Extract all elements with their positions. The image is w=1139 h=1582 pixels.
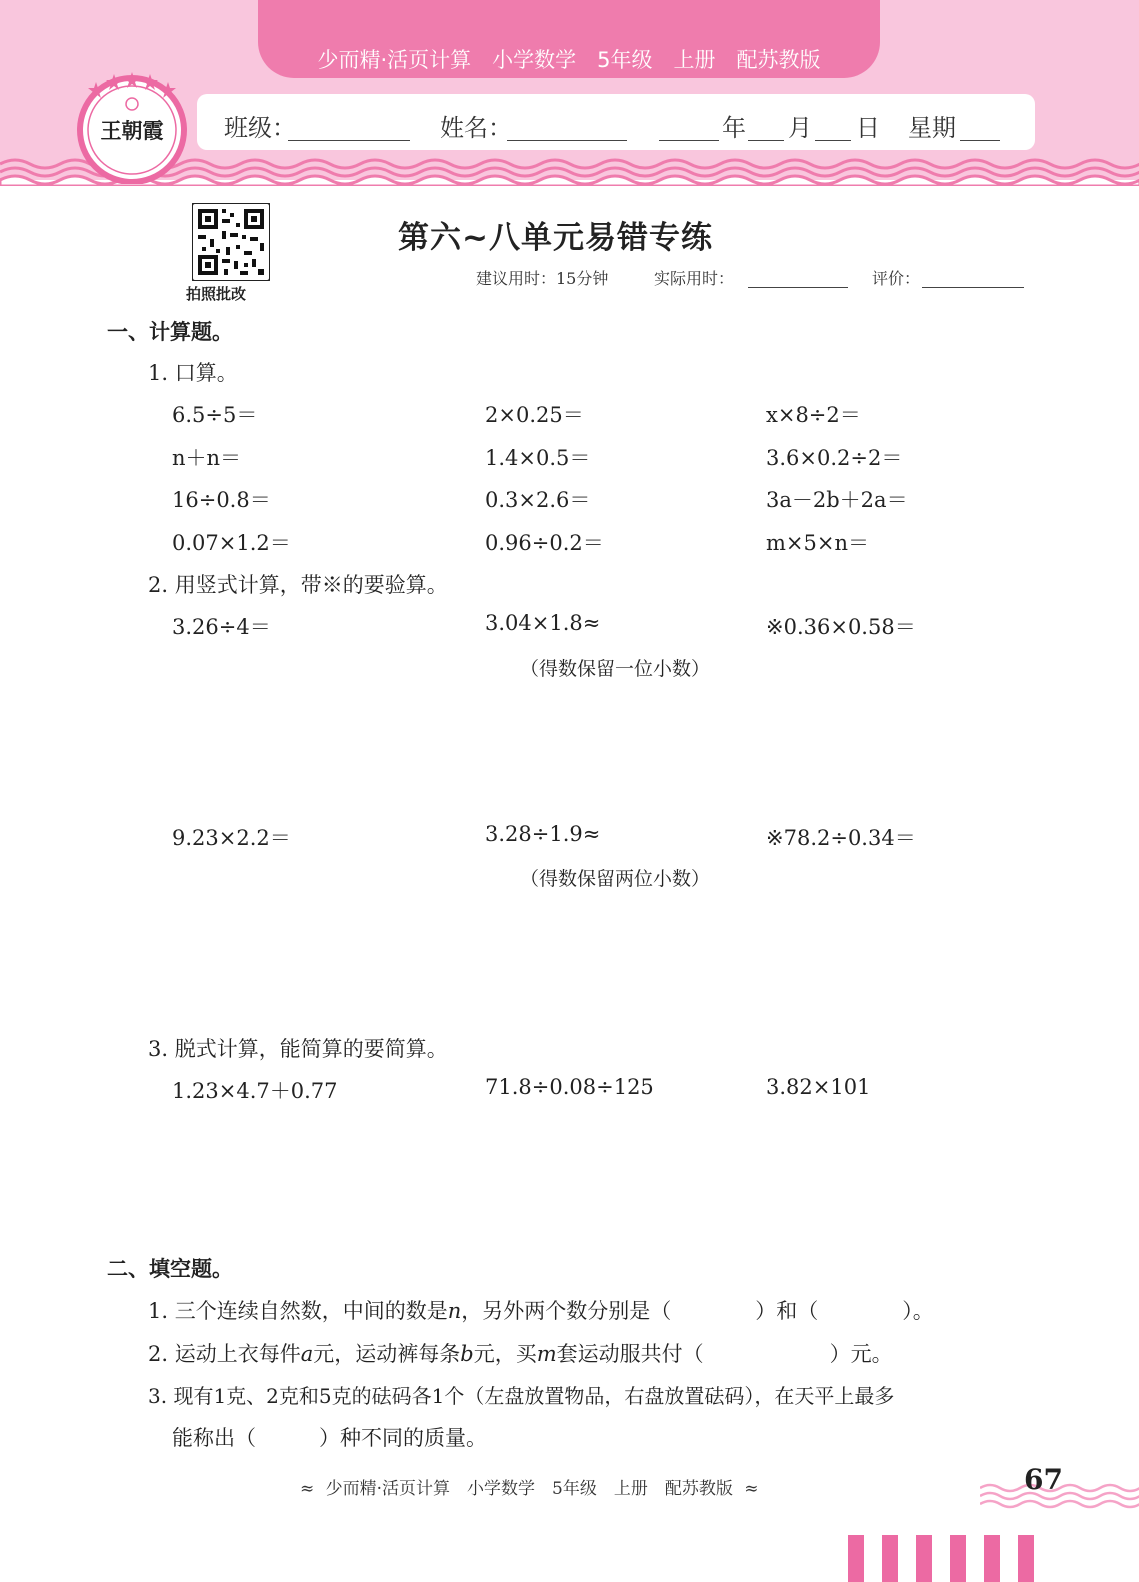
work-area[interactable] [160,900,1060,1020]
month-label: 月 [788,114,812,142]
footer-text: ≈ 少而精·活页计算 小学数学 5年级 上册 配苏教版 ≈ [300,1479,759,1499]
problem: n＋n＝ [172,446,242,470]
fill-question-3: 3. 现有1克、2克和5克的砝码各1个（左盘放置物品，右盘放置砝码），在天平上最多 [148,1384,895,1408]
rounding-hint: （得数保留两位小数） [520,868,711,890]
section-heading-fill-blank: 二、填空题。 [107,1257,233,1281]
problem: x×8÷2＝ [766,403,861,427]
name-field[interactable] [507,110,627,141]
evaluation-field[interactable] [922,268,1024,288]
problem: 2×0.25＝ [485,403,584,427]
day-label: 日 [856,114,880,142]
class-label: 班级： [224,114,296,142]
edge-stripe [916,1535,932,1582]
variable: m [536,1342,557,1366]
qr-label: 拍照批改 [186,285,247,303]
variable: a [300,1342,314,1366]
rounding-hint: （得数保留一位小数） [520,658,711,680]
year-label: 年 [722,114,746,142]
book-title: 少而精·活页计算 小学数学 5年级 上册 配苏教版 [317,48,821,72]
problem: 0.96÷0.2＝ [485,531,604,555]
problem: 1.23×4.7＋0.77 [172,1079,338,1103]
work-area[interactable] [160,690,1060,810]
problem: ※78.2÷0.34＝ [766,826,916,850]
question-label: 3. 脱式计算，能简算的要简算。 [148,1037,448,1061]
variable: b [460,1342,474,1366]
problem: 6.5÷5＝ [172,403,258,427]
problem: 3.04×1.8≈ [485,611,601,635]
class-field[interactable] [288,110,410,141]
qr-code-icon[interactable] [192,203,270,281]
problem: 0.07×1.2＝ [172,531,291,555]
edge-stripe [882,1535,898,1582]
problem: 3.26÷4＝ [172,615,271,639]
actual-time-field[interactable] [748,268,848,288]
variable: n [447,1299,462,1323]
work-area[interactable] [160,1110,1060,1240]
problem: 3a－2b＋2a＝ [766,488,908,512]
brand-name: 王朝霞 [100,118,164,143]
weekday-label: 星期 [908,114,956,142]
problem: ※0.36×0.58＝ [766,615,916,639]
section-heading-calculation: 一、计算题。 [107,320,233,344]
question-text: 2. 运动上衣每件 [148,1342,301,1366]
fill-question-3-line2: 能称出（ ）种不同的质量。 [172,1426,487,1450]
question-text: 1. 三个连续自然数，中间的数是 [148,1299,448,1323]
edge-stripe [984,1535,1000,1582]
page-title: 第六~八单元易错专练 [398,220,713,256]
edge-stripe [848,1535,864,1582]
actual-time-label: 实际用时： [654,269,735,288]
question-label: 1. 口算。 [148,361,238,385]
page-number: 67 [1024,1463,1063,1496]
brand-logo [76,72,188,184]
question-text: ，另外两个数分别是（ ）和（ ）。 [461,1299,934,1323]
suggested-time: 建议用时：15分钟 [476,269,609,288]
evaluation-label: 评价： [872,269,921,288]
problem: 0.3×2.6＝ [485,488,591,512]
problem: 3.6×0.2÷2＝ [766,446,903,470]
question-text: 套运动服共付（ ）元。 [556,1342,893,1366]
problem: 1.4×0.5＝ [485,446,591,470]
problem: 3.28÷1.9≈ [485,822,601,846]
problem: 3.82×101 [766,1075,871,1099]
problem: 71.8÷0.08÷125 [485,1075,654,1099]
question-text: 元，运动裤每条 [313,1342,461,1366]
edge-stripe [950,1535,966,1582]
fill-question-1 [148,1295,934,1325]
edge-stripe [1018,1535,1034,1582]
month-field[interactable] [748,110,784,141]
year-field[interactable] [659,110,719,141]
weekday-field[interactable] [960,110,1000,141]
question-label: 2. 用竖式计算，带※的要验算。 [148,573,448,597]
name-label: 姓名： [440,114,512,142]
problem: 9.23×2.2＝ [172,826,291,850]
problem: m×5×n＝ [766,531,869,555]
day-field[interactable] [815,110,851,141]
fill-question-2 [148,1338,893,1368]
problem: 16÷0.8＝ [172,488,271,512]
question-text: 元，买 [473,1342,537,1366]
